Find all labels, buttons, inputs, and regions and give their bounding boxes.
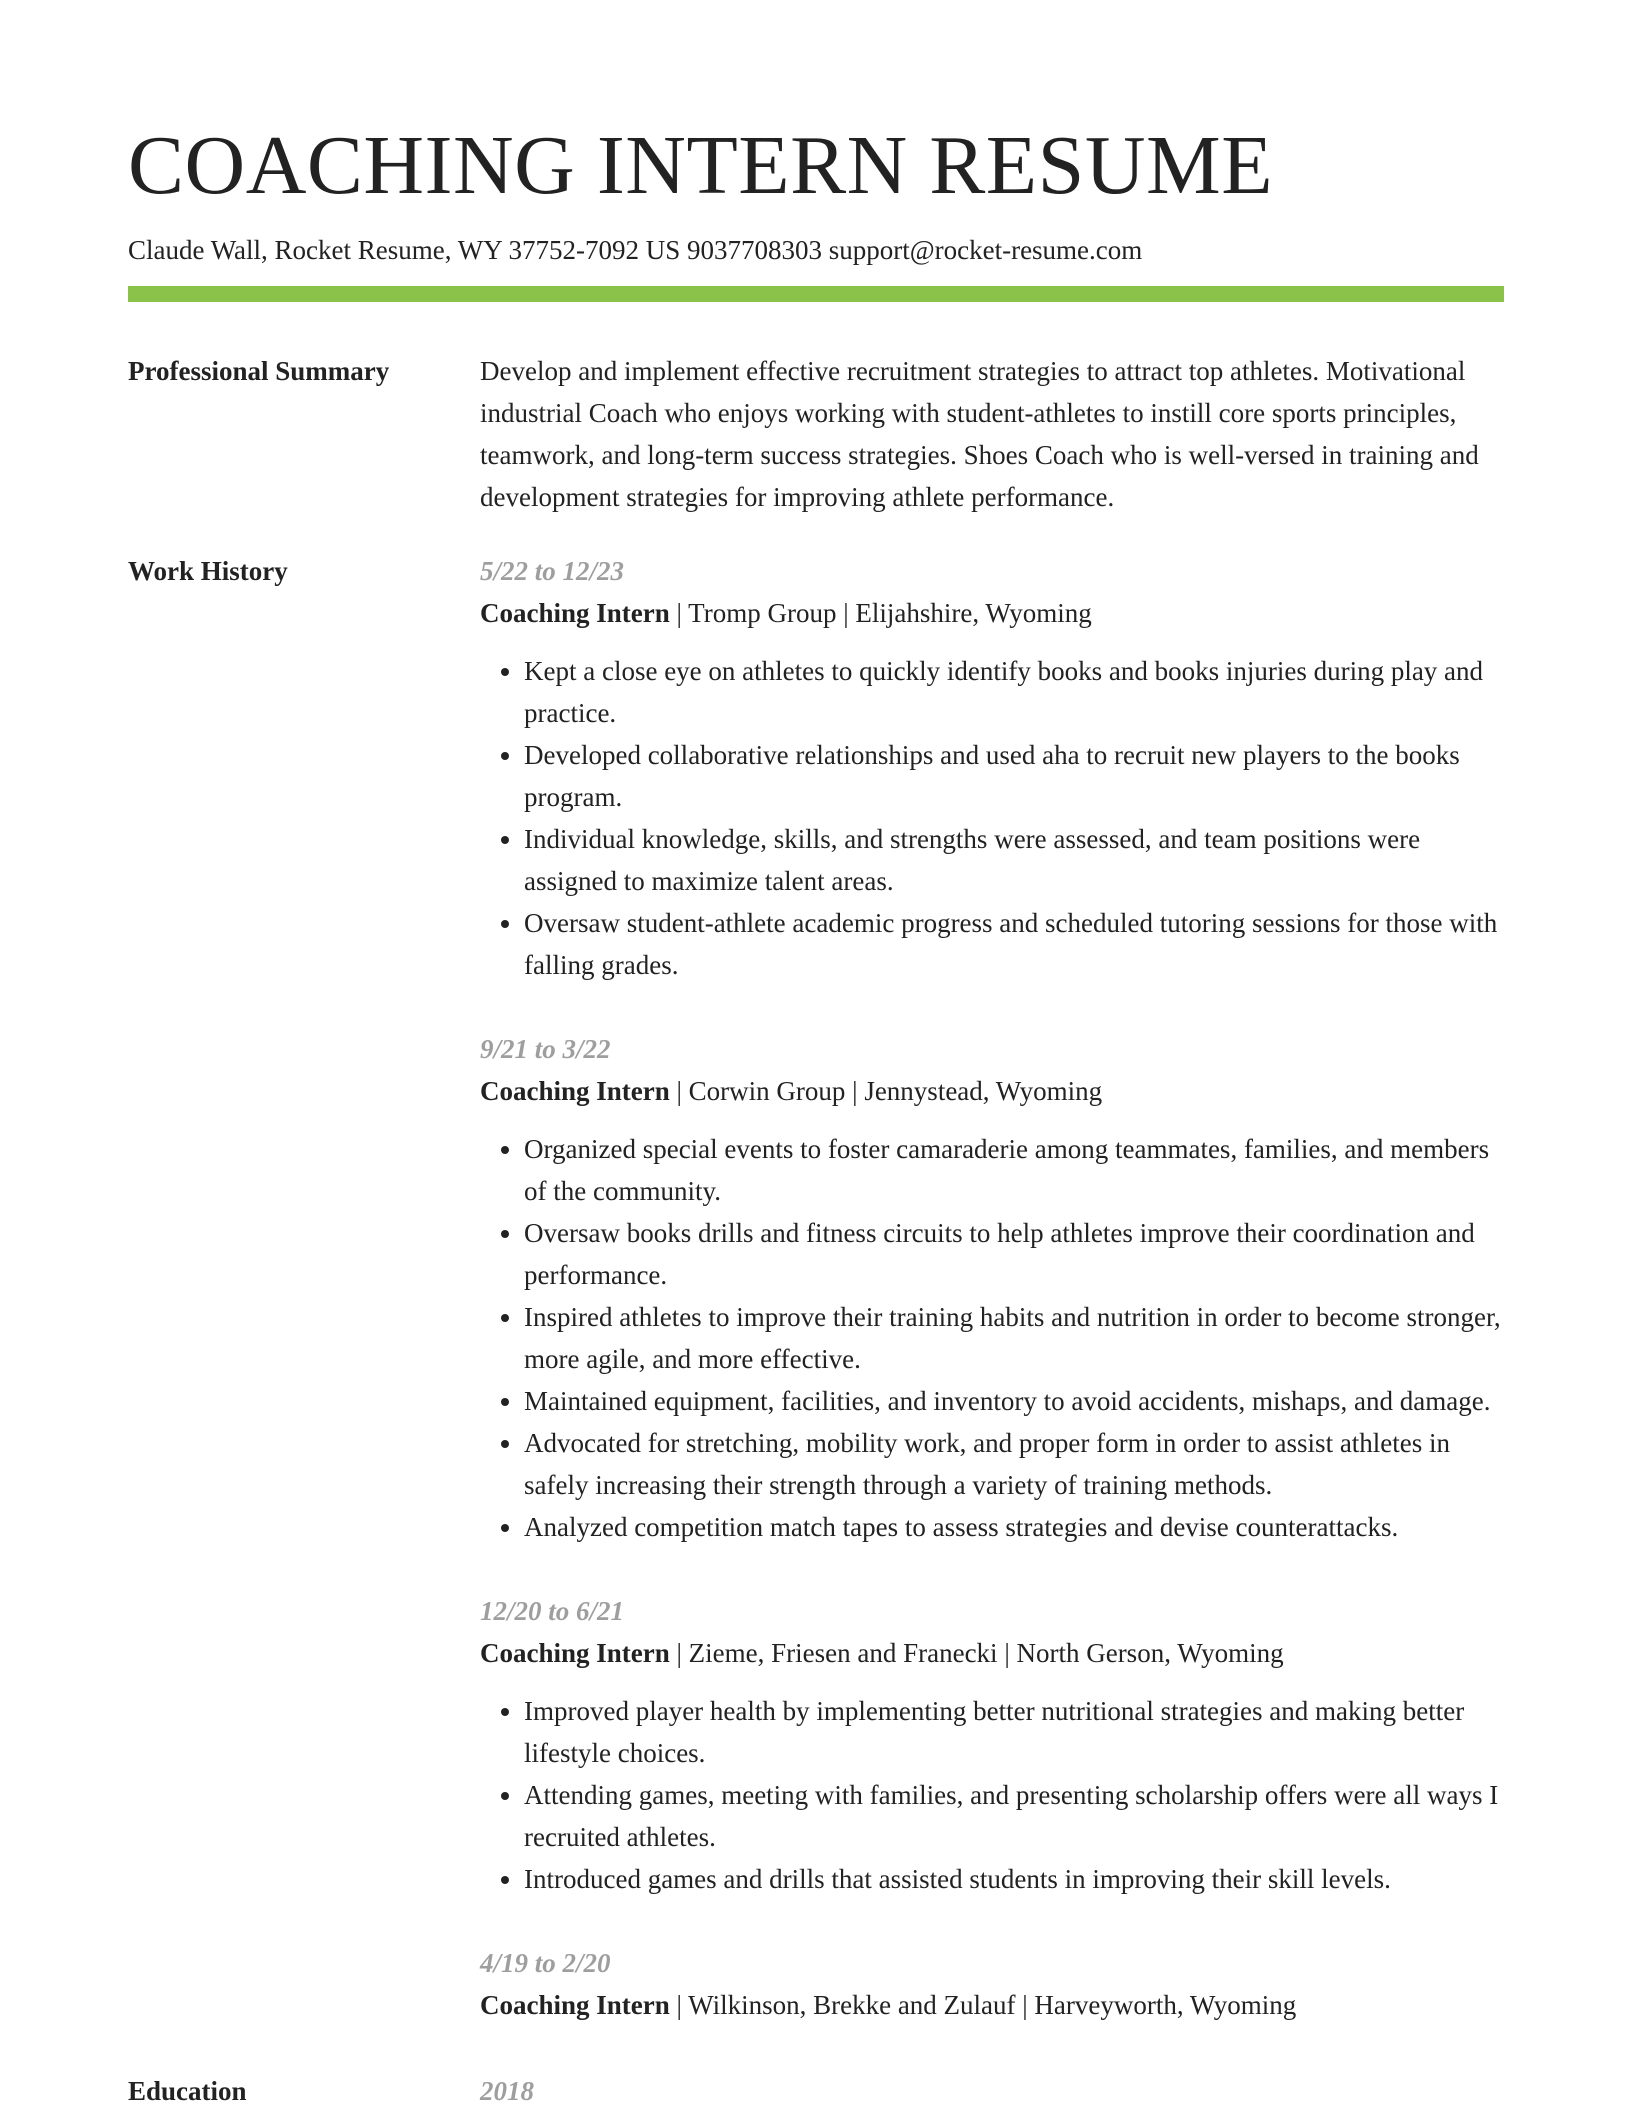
header-divider: [128, 286, 1504, 302]
summary-body: [480, 350, 1504, 518]
job-heading: [480, 1632, 1504, 1674]
job-bullet: • Kept a close eye on athletes to quickly identify books and books injuries during play and practice.: [524, 650, 1504, 734]
job-bullet: • Individual knowledge, skills, and strengths were assessed, and team positions were assigned to maximize talent areas.: [524, 818, 1504, 902]
job-dates: 9/21 to 3/22: [480, 1034, 611, 1064]
job-bullet: • Maintained equipment, facilities, and inventory to avoid accidents, mishaps, and damage.: [524, 1380, 1504, 1422]
job-bullet: • Developed collaborative relationships and used aha to recruit new players to the books program.: [524, 734, 1504, 818]
job-bullet: • Inspired athletes to improve their training habits and nutrition in order to become stronger, more agile, and more effective.: [524, 1296, 1504, 1380]
job-entry: [480, 1590, 1504, 1900]
summary-text: Develop and implement effective recruitment strategies to attract top athletes. Motivational industrial Coach who enjoys working with student-athletes to instill core sports principles, teamwork, and long-term success strategies. Shoes Coach who is well-versed in training and development strategies for improving athlete performance.: [480, 356, 1479, 512]
resume-title: COACHING INTERN RESUME: [128, 119, 1273, 212]
job-bullet: • Oversaw student-athlete academic progress and scheduled tutoring sessions for those with falling grades.: [524, 902, 1504, 986]
job-bullet: • Organized special events to foster camaraderie among teammates, families, and members of the community.: [524, 1128, 1504, 1212]
job-entry: [480, 550, 1504, 986]
job-position: Coaching Intern: [480, 1990, 670, 2020]
job-bullet: • Advocated for stretching, mobility work, and proper form in order to assist athletes in safely increasing their strength through a variety of training methods.: [524, 1422, 1504, 1506]
contact-line: Claude Wall, Rocket Resume, WY 37752-7092 US 9037708303 support@rocket-resume.com: [128, 235, 1143, 265]
job-bullet: • Oversaw books drills and fitness circuits to help athletes improve their coordination and performance.: [524, 1212, 1504, 1296]
job-bullet-list: [480, 1690, 1504, 1900]
education-dates: 2018: [480, 2076, 534, 2106]
job-bullet: • Attending games, meeting with families, and presenting scholarship offers were all ways I recruited athletes.: [524, 1774, 1504, 1858]
job-bullet: • Analyzed competition match tapes to assess strategies and devise counterattacks.: [524, 1506, 1504, 1548]
education-body: [480, 2070, 1504, 2112]
job-position: Coaching Intern: [480, 598, 670, 628]
job-company-location: | Zieme, Friesen and Franecki | North Gerson, Wyoming: [669, 1638, 1284, 1668]
job-position: Coaching Intern: [480, 1638, 670, 1668]
job-bullet: • Improved player health by implementing better nutritional strategies and making better lifestyle choices.: [524, 1690, 1504, 1774]
section-label-work-history: Work History: [128, 556, 288, 586]
job-dates: 12/20 to 6/21: [480, 1596, 625, 1626]
job-bullet-list: [480, 650, 1504, 986]
job-heading: [480, 592, 1504, 634]
job-entry: [480, 1028, 1504, 1548]
job-bullet: • Introduced games and drills that assisted students in improving their skill levels.: [524, 1858, 1504, 1900]
section-label-summary: Professional Summary: [128, 356, 390, 386]
job-company-location: | Tromp Group | Elijahshire, Wyoming: [669, 598, 1092, 628]
section-label-education: Education: [128, 2076, 247, 2106]
job-company-location: | Corwin Group | Jennystead, Wyoming: [669, 1076, 1103, 1106]
job-company-location: | Wilkinson, Brekke and Zulauf | Harveyworth, Wyoming: [669, 1990, 1297, 2020]
job-position: Coaching Intern: [480, 1076, 670, 1106]
job-bullet-list: [480, 1128, 1504, 1548]
work-history-body: [480, 550, 1504, 2068]
job-heading: [480, 1070, 1504, 1112]
job-entry: [480, 1942, 1504, 2026]
job-dates: 4/19 to 2/20: [480, 1948, 611, 1978]
job-dates: 5/22 to 12/23: [480, 556, 625, 586]
job-heading: [480, 1984, 1504, 2026]
